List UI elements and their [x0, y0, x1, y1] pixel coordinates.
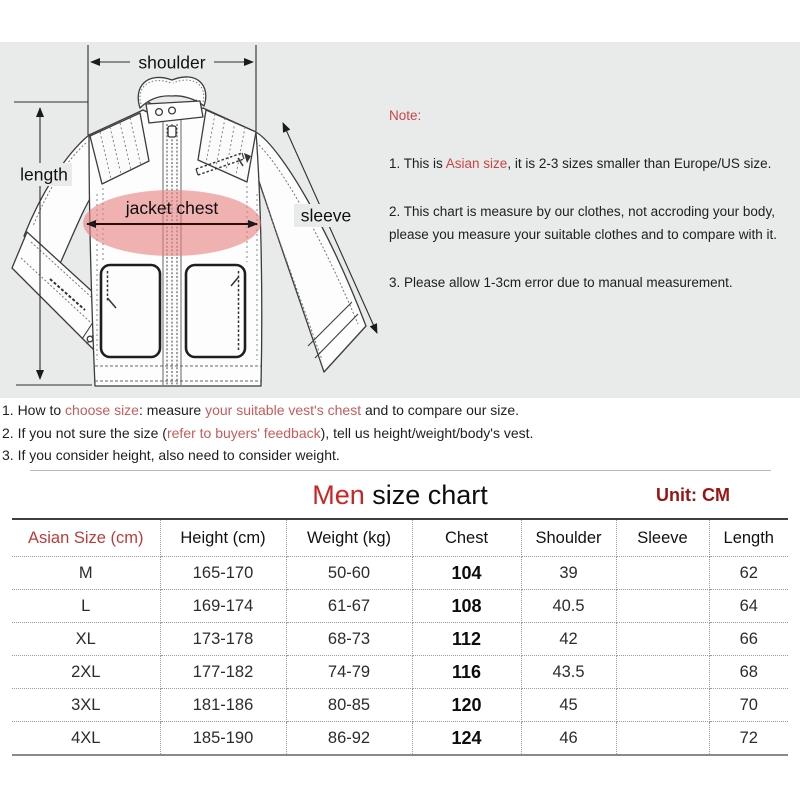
shoulder-cell: 40.5 — [521, 590, 616, 623]
chest-cell: 116 — [412, 656, 521, 689]
weight-cell: 61-67 — [286, 590, 412, 623]
notes-block — [389, 104, 800, 319]
table-row — [12, 590, 788, 623]
note-item-3: 3. Please allow 1-3cm error due to manual measurement. — [389, 275, 733, 290]
sleeve-label: sleeve — [300, 205, 352, 226]
size-cell: 2XL — [12, 656, 160, 689]
weight-cell: 74-79 — [286, 656, 412, 689]
length-cell: 70 — [709, 689, 788, 722]
length-cell: 72 — [739, 728, 758, 747]
chest-cell: 112 — [412, 623, 521, 656]
collar-snap — [156, 109, 163, 116]
size-cell: M — [12, 557, 160, 590]
sleeve-cell — [616, 722, 709, 756]
chest-cell: 120 — [412, 689, 521, 722]
left-pocket — [101, 265, 160, 357]
chest-cell: 104 — [412, 557, 521, 590]
size-cell: 4XL — [12, 722, 160, 756]
height-cell: 181-186 — [160, 689, 286, 722]
shoulder-cell: 42 — [521, 623, 616, 656]
column-header-asian-size: Asian Size (cm) — [12, 519, 160, 557]
table-row — [12, 656, 788, 689]
length-cell: 68 — [709, 656, 788, 689]
height-cell: 169-174 — [160, 590, 286, 623]
height-cell: 177-182 — [160, 656, 286, 689]
sleeve-cell — [616, 689, 709, 722]
sleeve-cell — [616, 623, 709, 656]
table-row — [12, 557, 788, 590]
divider-line — [30, 470, 771, 471]
unit-label: Unit: CM — [656, 485, 730, 505]
column-header-weight: Weight (kg) — [286, 519, 412, 557]
tips-section — [2, 399, 798, 467]
tip-2: 2. If you not sure the size (refer to buyers' feedback), tell us height/weight/body's vest. — [2, 424, 534, 441]
tip-1: 1. How to choose size: measure your suitable vest's chest and to compare our size. — [2, 402, 520, 418]
header-row — [12, 519, 788, 557]
cuff-button — [87, 336, 93, 342]
chest-cell: 124 — [412, 722, 521, 756]
note-item-1: 1. This is Asian size, it is 2-3 sizes smaller than Europe/US size. — [389, 156, 772, 171]
column-header-height: Height (cm) — [160, 519, 286, 557]
shoulder-cell: 46 — [521, 722, 616, 756]
table-row — [12, 689, 788, 722]
height-cell: 165-170 — [160, 557, 286, 590]
right-sleeve — [248, 132, 366, 372]
shoulder-label: shoulder — [138, 52, 206, 73]
size-cell: L — [12, 590, 160, 623]
sleeve-cell — [616, 557, 709, 590]
size-table — [12, 518, 788, 756]
collar-snap — [169, 107, 176, 114]
size-cell: XL — [12, 623, 160, 656]
diagram-panel — [0, 42, 800, 398]
chart-title: Men size chart — [312, 480, 488, 510]
height-cell: 185-190 — [160, 722, 286, 756]
column-header-chest: Chest — [412, 519, 521, 557]
chest-cell: 108 — [412, 590, 521, 623]
size-cell: 3XL — [12, 689, 160, 722]
jacket-diagram — [0, 42, 400, 398]
table-row — [12, 722, 788, 756]
note-heading: Note: — [389, 108, 422, 123]
shoulder-cell: 45 — [521, 689, 616, 722]
length-label: length — [20, 164, 68, 185]
chart-title-row — [0, 472, 800, 518]
weight-cell: 50-60 — [286, 557, 412, 590]
note-item-2: 2. This chart is measure by our clothes, not accroding your body, please you measure your suitable clothes and to compare with it. — [389, 204, 777, 242]
length-cell: 66 — [709, 623, 788, 656]
tip-3: 3. If you consider height, also need to consider weight. — [2, 447, 340, 463]
length-cell: 64 — [709, 590, 788, 623]
column-header-length: Length — [709, 519, 788, 557]
column-header-sleeve: Sleeve — [616, 519, 709, 557]
length-cell: 62 — [709, 557, 788, 590]
weight-cell: 86-92 — [286, 722, 412, 756]
shoulder-cell: 43.5 — [521, 656, 616, 689]
jacket-chest-label: jacket chest — [125, 198, 219, 218]
sleeve-cell — [616, 656, 709, 689]
table-row — [12, 623, 788, 656]
height-cell: 173-178 — [160, 623, 286, 656]
weight-cell: 80-85 — [286, 689, 412, 722]
shoulder-cell: 39 — [521, 557, 616, 590]
column-header-shoulder: Shoulder — [521, 519, 616, 557]
sleeve-cell — [616, 590, 709, 623]
weight-cell: 68-73 — [286, 623, 412, 656]
